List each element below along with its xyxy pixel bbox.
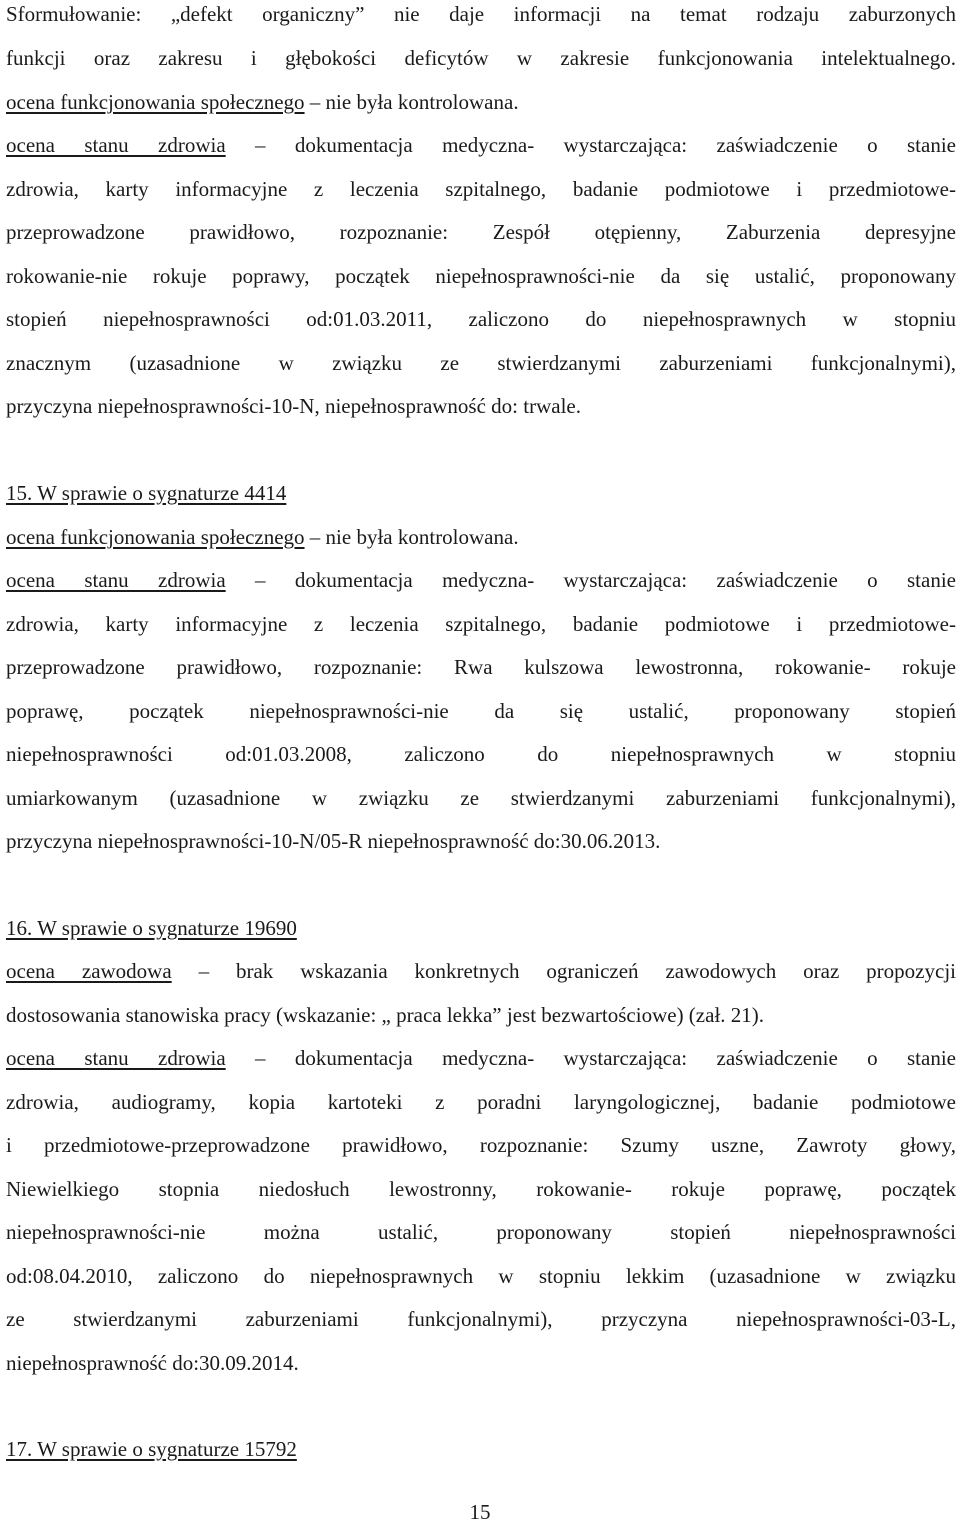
paragraph-line: rokowanie-nie rokuje poprawy, początek niepełnosprawności-nie da się ustalić, proponowany bbox=[6, 264, 956, 288]
health-assessment-label: ocena stanu zdrowia bbox=[6, 568, 226, 592]
paragraph-line: umiarkowanym (uzasadnione w związku ze stwierdzanymi zaburzeniami funkcjonalnymi), bbox=[6, 786, 956, 810]
section-heading-text: 16. W sprawie o sygnaturze 19690 bbox=[6, 916, 297, 940]
paragraph-line: przyczyna niepełnosprawności-10-N/05-R niepełnosprawność do:30.06.2013. bbox=[6, 829, 661, 853]
paragraph-line: przeprowadzone prawidłowo, rozpoznanie: Rwa kulszowa lewostronna, rokowanie- rokuje bbox=[6, 655, 956, 679]
paragraph-line: zdrowia, audiogramy, kopia kartoteki z poradni laryngologicznej, badanie podmiotowe bbox=[6, 1090, 956, 1114]
paragraph-line: ze stwierdzanymi zaburzeniami funkcjonalnymi), przyczyna niepełnosprawności-03-L, bbox=[6, 1307, 956, 1331]
page-number: 15 bbox=[469, 1500, 491, 1524]
social-assessment-label: ocena funkcjonowania społecznego bbox=[6, 90, 305, 114]
paragraph-text: – brak wskazania konkretnych ograniczeń zawodowych oraz propozycji bbox=[171, 959, 956, 983]
section-17-heading bbox=[6, 1435, 956, 1463]
paragraph-line: zdrowia, karty informacyjne z leczenia szpitalnego, badanie podmiotowe i przedmiotowe- bbox=[6, 177, 956, 201]
paragraph-line: funkcji oraz zakresu i głębokości deficytów w zakresie funkcjonowania intelektualnego. bbox=[6, 46, 956, 70]
social-assessment-text: – nie była kontrolowana. bbox=[304, 525, 519, 549]
section-heading-text: 17. W sprawie o sygnaturze 15792 bbox=[6, 1437, 297, 1461]
paragraph-line: dostosowania stanowiska pracy (wskazanie: „ praca lekka” jest bezwartościowe) (zał. 21). bbox=[6, 1003, 765, 1027]
social-assessment-label: ocena funkcjonowania społecznego bbox=[6, 525, 305, 549]
paragraph-text: – dokumentacja medyczna- wystarczająca: zaświadczenie o stanie bbox=[225, 133, 956, 157]
social-assessment-text: – nie była kontrolowana. bbox=[304, 90, 519, 114]
paragraph-line: Sformułowanie: „defekt organiczny” nie daje informacji na temat rodzaju zaburzonych bbox=[6, 2, 956, 26]
paragraph-line: przyczyna niepełnosprawności-10-N, niepełnosprawność do: trwale. bbox=[6, 394, 581, 418]
section-heading-text: 15. W sprawie o sygnaturze 4414 bbox=[6, 481, 287, 505]
health-assessment-line bbox=[6, 131, 956, 159]
health-assessment-line bbox=[6, 1044, 956, 1072]
social-assessment-line bbox=[6, 88, 956, 116]
paragraph-text: – dokumentacja medyczna- wystarczająca: zaświadczenie o stanie bbox=[225, 568, 956, 592]
section-15-heading bbox=[6, 479, 956, 507]
paragraph-line: niepełnosprawności od:01.03.2008, zaliczono do niepełnosprawnych w stopniu bbox=[6, 742, 956, 766]
paragraph-line: i przedmiotowe-przeprowadzone prawidłowo, rozpoznanie: Szumy uszne, Zawroty głowy, bbox=[6, 1133, 956, 1157]
paragraph-line: znacznym (uzasadnione w związku ze stwierdzanymi zaburzeniami funkcjonalnymi), bbox=[6, 351, 956, 375]
paragraph-line: poprawę, początek niepełnosprawności-nie da się ustalić, proponowany stopień bbox=[6, 699, 956, 723]
paragraph-text: – dokumentacja medyczna- wystarczająca: zaświadczenie o stanie bbox=[225, 1046, 956, 1070]
paragraph-line: niepełnosprawności-nie można ustalić, proponowany stopień niepełnosprawności bbox=[6, 1220, 956, 1244]
paragraph-line: stopień niepełnosprawności od:01.03.2011, zaliczono do niepełnosprawnych w stopniu bbox=[6, 307, 956, 331]
work-assessment-line bbox=[6, 957, 956, 985]
section-16-heading bbox=[6, 914, 956, 942]
health-assessment-line bbox=[6, 566, 956, 594]
paragraph-line: przeprowadzone prawidłowo, rozpoznanie: Zespół otępienny, Zaburzenia depresyjne bbox=[6, 220, 956, 244]
social-assessment-line bbox=[6, 523, 956, 551]
paragraph-line: niepełnosprawność do:30.09.2014. bbox=[6, 1351, 299, 1375]
work-assessment-label: ocena zawodowa bbox=[6, 959, 172, 983]
health-assessment-label: ocena stanu zdrowia bbox=[6, 1046, 226, 1070]
health-assessment-label: ocena stanu zdrowia bbox=[6, 133, 226, 157]
paragraph-line: Niewielkiego stopnia niedosłuch lewostronny, rokowanie- rokuje poprawę, początek bbox=[6, 1177, 956, 1201]
paragraph-line: od:08.04.2010, zaliczono do niepełnosprawnych w stopniu lekkim (uzasadnione w związku bbox=[6, 1264, 956, 1288]
paragraph-line: zdrowia, karty informacyjne z leczenia szpitalnego, badanie podmiotowe i przedmiotowe- bbox=[6, 612, 956, 636]
